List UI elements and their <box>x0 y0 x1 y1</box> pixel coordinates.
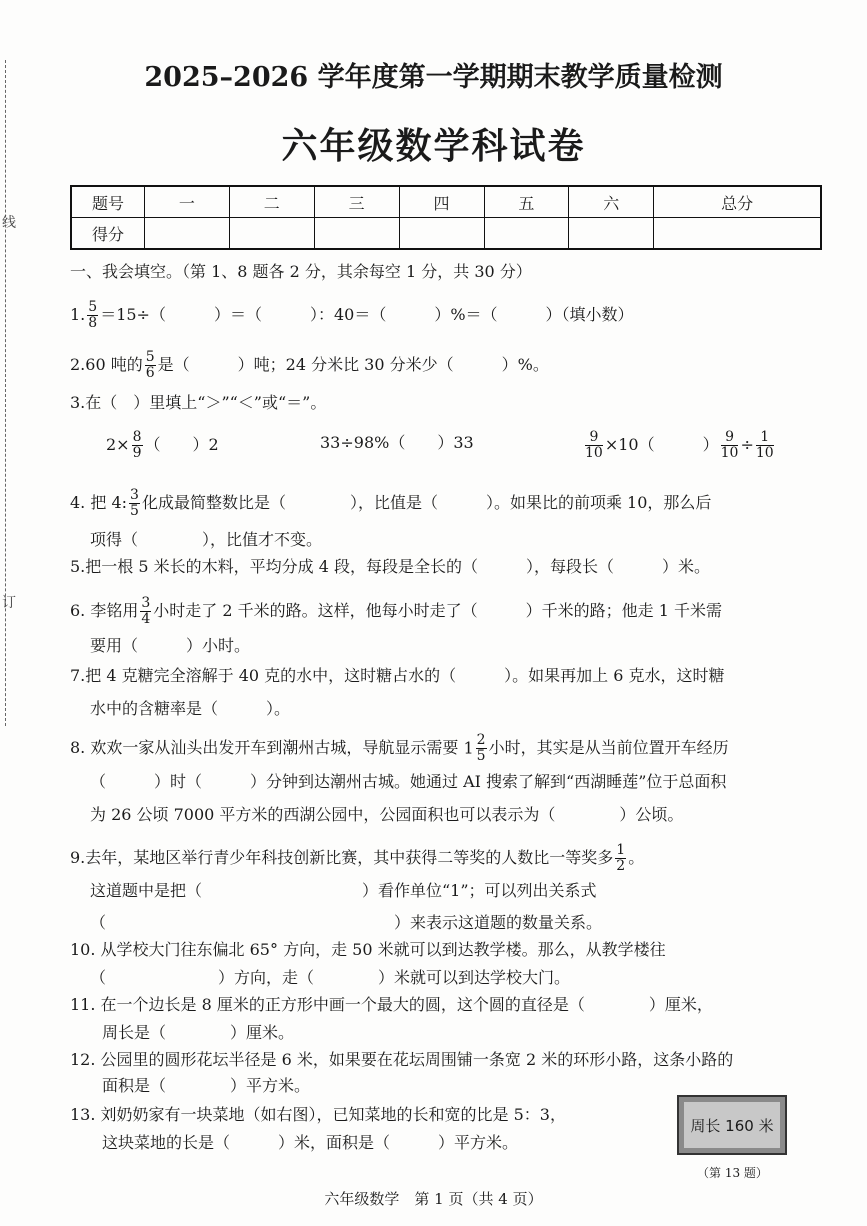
score-cell[interactable] <box>654 218 821 250</box>
question-13-line2: 这块菜地的长是（ ）米，面积是（ ）平方米。 <box>102 1133 519 1152</box>
question-8: 8. 欢欢一家从汕头出发开车到潮州古城，导航显示需要 1 $\frac{2}{5}$ 小时，其实是从当前位置开车经历 <box>70 732 729 764</box>
score-cell[interactable] <box>399 218 484 250</box>
question-10: 10. 从学校大门往东偏北 65° 方向，走 50 米就可以到达教学楼。那么，从教学楼往 <box>70 940 666 959</box>
score-header-cell: 题号 <box>71 186 145 218</box>
score-header-cell: 二 <box>229 186 314 218</box>
score-cell[interactable] <box>314 218 399 250</box>
score-table-score-row <box>71 218 821 250</box>
score-header-cell: 一 <box>145 186 230 218</box>
score-header-cell: 六 <box>569 186 654 218</box>
fraction: $\frac{9}{10}$ <box>585 429 603 461</box>
exam-subtitle: 六年级数学科试卷 <box>281 125 586 167</box>
section-heading: 一、我会填空。（第 1、8 题各 2 分，其余每空 1 分，共 30 分） <box>70 262 532 281</box>
question-3c: $\frac{9}{10}$ ×10（ ） $\frac{9}{10}$ ÷ $\frac{1}{10}$ <box>585 429 774 461</box>
question-9-line2: 这道题中是把（ ）看作单位“1”；可以列出关系式 <box>90 881 597 900</box>
fraction: $\frac{9}{10}$ <box>720 429 739 461</box>
question-9-line3: （ ）来表示这道题的数量关系。 <box>90 913 603 932</box>
question-2 <box>70 350 549 381</box>
score-row-label: 得分 <box>71 218 145 250</box>
question-1 <box>70 300 634 331</box>
question-11-line2: 周长是（ ）厘米。 <box>102 1023 295 1042</box>
question-3: 3.在（ ）里填上“＞”“＜”或“＝”。 <box>70 393 327 412</box>
fraction: $\frac{1}{10}$ <box>755 429 774 461</box>
question-text: 是（ ）吨；24 分米比 30 分米少（ ）%。 <box>157 355 549 374</box>
question-5: 5.把一根 5 米长的木料，平均分成 4 段，每段是全长的（ ），每段长（ ）米。 <box>70 557 710 576</box>
fraction: $\frac{1}{2}$ <box>616 842 626 874</box>
figure-label: 周长 160 米 <box>684 1102 780 1148</box>
score-cell[interactable] <box>569 218 654 250</box>
question-12-line2: 面积是（ ）平方米。 <box>102 1076 311 1095</box>
question-8-line3: 为 26 公顷 7000 平方米的西湖公园中，公园面积也可以表示为（ ）公顷。 <box>90 805 684 824</box>
score-header-cell: 四 <box>399 186 484 218</box>
score-table <box>70 185 822 250</box>
margin-char-top: 线 <box>2 215 16 231</box>
question-8-line2: （ ）时（ ）分钟到达潮州古城。她通过 AI 搜索了解到“西湖睡莲”位于总面积 <box>90 772 727 791</box>
question-number: 1. <box>70 305 86 324</box>
question-text: 2.60 吨的 <box>70 355 143 374</box>
question-11: 11. 在一个边长是 8 厘米的正方形中画一个最大的圆，这个圆的直径是（ ）厘米， <box>70 995 713 1014</box>
fraction: $\frac{5}{6}$ <box>145 349 155 381</box>
question-7-line2: 水中的含糖率是（ ）。 <box>90 699 291 718</box>
question-3a: 2× $\frac{8}{9}$ （ ）2 <box>106 429 219 461</box>
fraction: $\frac{3}{5}$ <box>130 487 139 519</box>
question-3b: 33÷98%（ ）33 <box>320 433 474 452</box>
page-footer: 六年级数学 第 1 页（共 4 页） <box>324 1190 543 1208</box>
question-7: 7.把 4 克糖完全溶解于 40 克的水中，这时糖占水的（ ）。如果再加上 6 克水，这时糖 <box>70 666 725 685</box>
exam-title: 2025–2026 学年度第一学期期末教学质量检测 <box>144 62 723 93</box>
score-header-cell: 总分 <box>654 186 821 218</box>
question-text: ＝15÷（ ）＝（ ）：40＝（ ）%＝（ ）（填小数） <box>100 305 634 324</box>
score-table-header-row <box>71 186 821 218</box>
question-6-line2: 要用（ ）小时。 <box>90 636 251 655</box>
question-6: 6. 李铭用 $\frac{3}{4}$ 小时走了 2 千米的路。这样，他每小时走了（ ）千米的路；他走 1 千米需 <box>70 595 722 627</box>
vegetable-plot-figure <box>677 1095 787 1155</box>
question-13: 13. 刘奶奶家有一块菜地（如右图），已知菜地的长和宽的比是 5：3， <box>70 1105 566 1124</box>
score-cell[interactable] <box>229 218 314 250</box>
mixed-number: 1 $\frac{2}{5}$ <box>463 732 486 764</box>
score-header-cell: 五 <box>484 186 569 218</box>
fraction: $\frac{8}{9}$ <box>132 429 142 461</box>
question-4-line2: 项得（ ），比值才不变。 <box>90 530 323 549</box>
score-cell[interactable] <box>484 218 569 250</box>
score-cell[interactable] <box>145 218 230 250</box>
question-12: 12. 公园里的圆形花坛半径是 6 米，如果要在花坛周围铺一条宽 2 米的环形小路，这条小路的 <box>70 1050 734 1069</box>
question-10-line2: （ ）方向，走（ ）米就可以到达学校大门。 <box>90 968 571 987</box>
margin-char-bottom: 订 <box>2 595 16 611</box>
question-4: 4. 把 4: $\frac{3}{5}$ 化成最简整数比是（ ），比值是（ ）。如果比的前项乘 10，那么后 <box>70 487 712 519</box>
fraction: $\frac{3}{4}$ <box>141 595 151 627</box>
question-9: 9.去年，某地区举行青少年科技创新比赛，其中获得二等奖的人数比一等奖多 $\frac{1}{2}$ 。 <box>70 842 645 874</box>
score-header-cell: 三 <box>314 186 399 218</box>
fraction: $\frac{5}{8}$ <box>88 299 98 331</box>
figure-caption: （第 13 题） <box>697 1166 768 1180</box>
